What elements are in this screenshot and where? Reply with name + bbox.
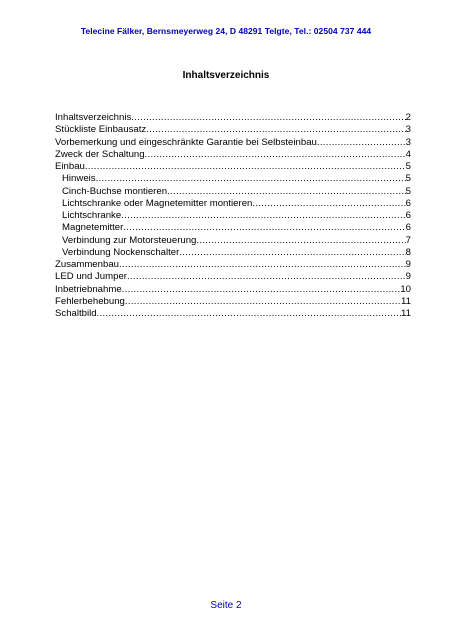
toc-entry-zweck[interactable] <box>55 149 411 161</box>
toc-entry-led-jumper[interactable] <box>55 271 411 283</box>
toc-entry-fehlerbehebung[interactable] <box>55 296 411 308</box>
toc-dot-leader <box>96 173 406 185</box>
toc-dot-leader <box>146 124 405 136</box>
toc-page-number: 11 <box>401 295 411 307</box>
toc-entry-text: LED und Jumper <box>55 271 127 283</box>
toc-page-number: 9 <box>405 271 411 283</box>
toc-page-number: 2 <box>405 112 411 123</box>
toc-entry-cinch-buchse[interactable] <box>55 186 411 198</box>
toc-entry-text: Magnetemitter <box>62 222 124 234</box>
toc-entry-magnetemitter[interactable] <box>55 222 411 234</box>
toc-dot-leader <box>167 186 406 198</box>
toc-dot-leader <box>125 296 401 308</box>
toc-page-number: 3 <box>405 124 411 136</box>
toc-entry-text: Hinweis <box>62 173 96 185</box>
toc-dot-leader <box>85 161 406 173</box>
toc-dot-leader <box>123 222 405 234</box>
toc-page-number: 10 <box>400 283 411 295</box>
toc-entry-text: Zusammenbau <box>55 259 119 270</box>
toc-entry-text: Stückliste Einbausatz <box>55 124 147 136</box>
toc-dot-leader <box>317 137 406 149</box>
toc-page-number: 6 <box>405 210 411 221</box>
toc-entry-text: Vorbemerkung und eingeschränkte Garantie bei Selbsteinbau <box>55 136 317 148</box>
toc-entry-motorsteuerung[interactable] <box>55 235 411 247</box>
toc-entry-text: Lichtschranke <box>62 210 122 221</box>
toc-entry-text: Cinch-Buchse montieren <box>62 185 168 197</box>
toc-entry-hinweis[interactable] <box>55 173 411 185</box>
toc-entry-vorbemerkung[interactable] <box>55 137 411 149</box>
toc-entry-lichtschranke-montieren[interactable] <box>55 198 411 210</box>
toc-page-number: 4 <box>405 148 411 160</box>
toc-entry-lichtschranke[interactable] <box>55 210 411 222</box>
toc-page-number: 7 <box>405 234 411 246</box>
toc-entry-zusammenbau[interactable] <box>55 259 411 271</box>
toc-page-number: 3 <box>405 136 411 148</box>
toc-page-number: 5 <box>405 161 411 172</box>
toc-page-number: 5 <box>405 185 411 197</box>
toc-dot-leader <box>252 198 405 210</box>
toc-entry-schaltbild[interactable] <box>55 308 411 320</box>
toc-entry-text: Verbindung zur Motorsteuerung <box>62 234 197 246</box>
page-header: Telecine Fälker, Bernsmeyerweg 24, D 48291 Telgte, Tel.: 02504 737 444 <box>80 26 372 36</box>
toc-entry-text: Schaltbild <box>55 308 97 319</box>
toc-dot-leader <box>119 259 406 271</box>
toc-entry-text: Inhaltsverzeichnis <box>55 112 132 123</box>
toc-entry-inhaltsverzeichnis[interactable] <box>55 112 411 124</box>
toc-page-number: 11 <box>401 308 411 319</box>
page-title: Inhaltsverzeichnis <box>182 70 270 81</box>
toc-entry-nockenschalter[interactable] <box>55 247 411 259</box>
toc-dot-leader <box>97 308 401 320</box>
toc-dot-leader <box>179 247 405 259</box>
table-of-contents <box>55 112 411 320</box>
toc-entry-text: Inbetriebnahme <box>55 283 122 295</box>
toc-entry-inbetriebnahme[interactable] <box>55 284 411 296</box>
toc-entry-text: Einbau <box>55 161 85 172</box>
toc-entry-text: Lichtschranke oder Magnetemitter montieren <box>62 197 253 209</box>
toc-page-number: 9 <box>405 259 411 270</box>
toc-dot-leader <box>145 149 406 161</box>
toc-entry-einbau[interactable] <box>55 161 411 173</box>
toc-entry-text: Fehlerbehebung <box>55 295 125 307</box>
toc-entry-text: Zweck der Schaltung <box>55 148 145 160</box>
toc-page-number: 6 <box>405 222 411 234</box>
page-footer-number: Seite 2 <box>210 600 242 611</box>
toc-dot-leader <box>121 210 405 222</box>
toc-dot-leader <box>196 235 405 247</box>
toc-page-number: 8 <box>405 246 411 258</box>
toc-entry-stueckliste[interactable] <box>55 124 411 136</box>
toc-entry-text: Verbindung Nockenschalter <box>62 246 180 258</box>
toc-dot-leader <box>127 271 406 283</box>
toc-dot-leader <box>122 284 401 296</box>
toc-page-number: 5 <box>405 173 411 185</box>
toc-page-number: 6 <box>405 197 411 209</box>
toc-dot-leader <box>131 112 405 124</box>
